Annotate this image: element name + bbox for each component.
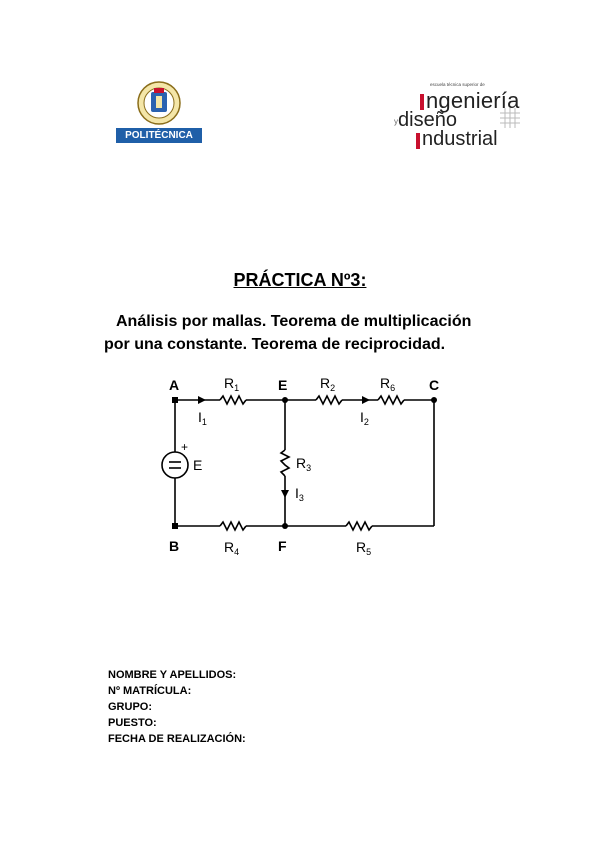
field-nombre: NOMBRE Y APELLIDOS: (108, 669, 237, 681)
label-i2: $I_2$ (360, 409, 369, 427)
label-r4: $R_4$ (224, 539, 240, 557)
label-r5: $R_5$ (356, 539, 372, 557)
label-r3: $R_3$ (296, 455, 312, 473)
node-label-b: B (169, 538, 180, 554)
source-polarity: + (181, 440, 189, 454)
label-r1: $R_1$ (224, 375, 240, 393)
current-arrow-i3-icon (281, 490, 289, 498)
node-dot-c (431, 397, 437, 403)
node-dot-f (282, 523, 288, 529)
voltage-source (162, 452, 188, 478)
etsidi-word-y: y (394, 117, 398, 126)
field-fecha: FECHA DE REALIZACIÓN: (108, 733, 246, 745)
field-puesto: PUESTO: (108, 717, 157, 729)
grid-pattern-icon (500, 108, 520, 128)
label-i3: $I_3$ (295, 485, 304, 503)
resistor-r6 (378, 396, 404, 404)
label-i1: $I_1$ (198, 409, 207, 427)
upm-seal-icon (136, 80, 182, 126)
etsidi-word-diseno: diseño (398, 109, 457, 131)
resistor-r2 (316, 396, 342, 404)
source-label: E (193, 457, 203, 473)
label-r2: $R_2$ (320, 375, 336, 393)
etsidi-logo (390, 82, 530, 154)
node-label-e: E (278, 377, 288, 393)
node-label-a: A (169, 377, 180, 393)
node-label-f: F (278, 538, 287, 554)
node-dot-b (172, 523, 178, 529)
resistor-r5 (346, 522, 372, 530)
etsidi-school-text: escuela técnica superior de (430, 82, 485, 87)
node-dot-e (282, 397, 288, 403)
current-arrow-i1-icon (198, 396, 206, 404)
upm-logo (116, 80, 202, 144)
page-title: PRÁCTICA Nº3: (233, 270, 367, 290)
resistor-r1 (220, 396, 246, 404)
field-grupo: GRUPO: (108, 701, 152, 713)
etsidi-word-industrial: ndustrial (422, 128, 498, 150)
red-bar-i-top (420, 94, 424, 110)
resistor-r3 (281, 450, 289, 476)
circuit-diagram (150, 370, 460, 565)
field-matricula: Nº MATRÍCULA: (108, 685, 192, 697)
node-label-c: C (429, 377, 440, 393)
subtitle (104, 310, 534, 356)
resistor-r4 (220, 522, 246, 530)
upm-label: POLITÉCNICA (116, 128, 202, 143)
current-arrow-i2-icon (362, 396, 370, 404)
red-bar-i-bottom (416, 133, 420, 149)
label-r6: $R_6$ (380, 375, 396, 393)
etsidi-word-ingenieria: ngeniería (426, 88, 520, 113)
student-info-fields (108, 667, 246, 747)
node-dot-a (172, 397, 178, 403)
subtitle-line-2: por una constante. Teorema de reciprocidad. (104, 336, 446, 353)
subtitle-line-1: Análisis por mallas. Teorema de multiplicación (116, 313, 472, 330)
